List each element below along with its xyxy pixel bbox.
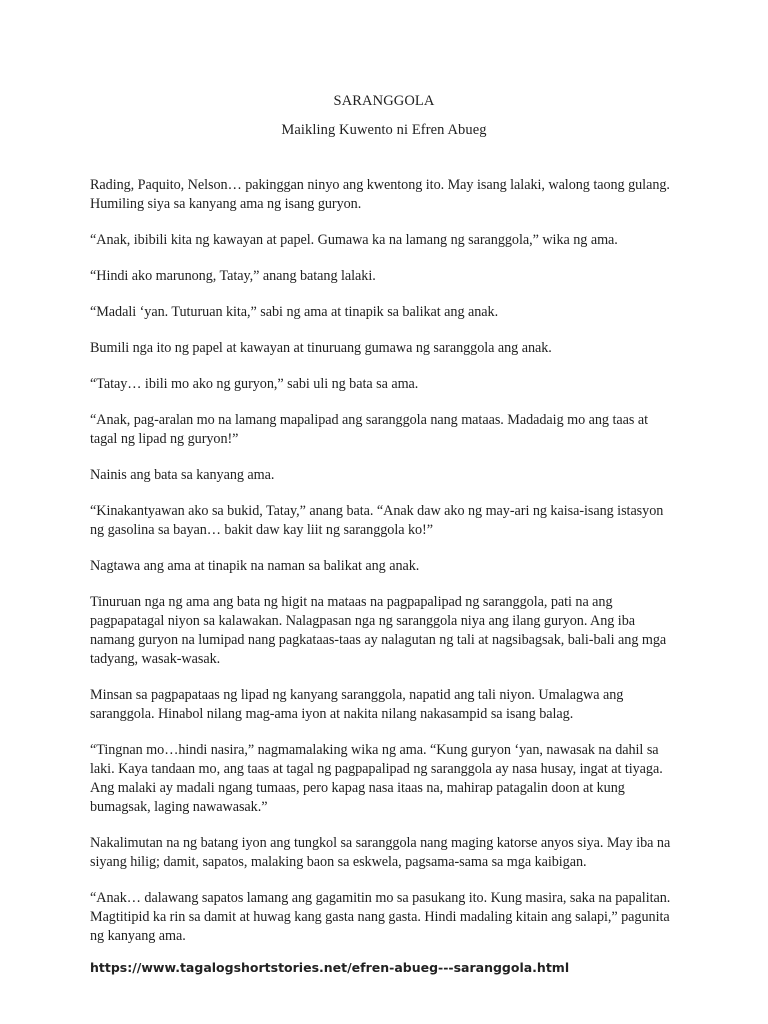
paragraph: “Anak, ibibili kita ng kawayan at papel. Gumawa ka na lamang ng saranggola,” wika ng ama. xyxy=(90,232,618,248)
paragraph: “Anak… dalawang sapatos lamang ang gagamitin mo sa pasukang ito. Kung masira, saka na papalitan. Magtitipid ka rin sa damit at huwag kang gasta nang gasta. Hindi madaling kitain ang salapi,” pagunita ng kanyang ama. xyxy=(90,890,671,944)
paragraph: “Tingnan mo…hindi nasira,” nagmamalaking wika ng ama. “Kung guryon ‘yan, nawasak na dahil sa laki. Kaya tandaan mo, ang taas at tagal ng pagpapalipad ng saranggola ay nasa husay, ingat at tiyaga. Ang malaki ay madali ngang tumaas, pero kapag nasa itaas na, mahirap patagalin doon at kung bumagsak, laging nawawasak.” xyxy=(90,742,663,815)
paragraph: “Madali ‘yan. Tuturuan kita,” sabi ng ama at tinapik sa balikat ang anak. xyxy=(90,304,499,320)
paragraph: Tinuruan nga ng ama ang bata ng higit na mataas na pagpapalipad ng saranggola, pati na ang pagpapatagal niyon sa kalawakan. Nalagpasan nga ng saranggola niya ang ilang guryon. Ang iba namang guryon na lumipad nang pagkataas-taas ay nalagutan ng tali at nagsibagsak, bali-bali ang mga tadyang, wasak-wasak. xyxy=(90,594,667,667)
paragraph: Nakalimutan na ng batang iyon ang tungkol sa saranggola nang maging katorse anyos siya. May iba na siyang hilig; damit, sapatos, malaking baon sa eskwela, pagsama-sama sa mga kaibigan. xyxy=(90,835,671,870)
source-url-link[interactable]: https://www.tagalogshortstories.net/efren-abueg---saranggola.html xyxy=(90,960,570,975)
paragraph: “Kinakantyawan ako sa bukid, Tatay,” anang bata. “Anak daw ako ng may-ari ng kaisa-isang istasyon ng gasolina sa bayan… bakit daw kay liit ng saranggola ko!” xyxy=(90,503,664,538)
paragraph: Nagtawa ang ama at tinapik na naman sa balikat ang anak. xyxy=(90,558,420,574)
paragraph: Nainis ang bata sa kanyang ama. xyxy=(90,467,275,483)
document-title: SARANGGOLA xyxy=(333,93,435,109)
document-subtitle: Maikling Kuwento ni Efren Abueg xyxy=(281,122,487,138)
paragraph: “Anak, pag-aralan mo na lamang mapalipad ang saranggola nang mataas. Madadaig mo ang taas at tagal ng lipad ng guryon!” xyxy=(90,412,648,447)
story-body xyxy=(90,176,674,963)
paragraph: Rading, Paquito, Nelson… pakinggan ninyo ang kwentong ito. May isang lalaki, walong taong gulang. Humiling siya sa kanyang ama ng isang guryon. xyxy=(90,177,670,212)
paragraph: “Tatay… ibili mo ako ng guryon,” sabi uli ng bata sa ama. xyxy=(90,376,419,392)
paragraph: “Hindi ako marunong, Tatay,” anang batang lalaki. xyxy=(90,268,376,284)
paragraph: Bumili nga ito ng papel at kawayan at tinuruang gumawa ng saranggola ang anak. xyxy=(90,340,552,356)
paragraph: Minsan sa pagpapataas ng lipad ng kanyang saranggola, napatid ang tali niyon. Umalagwa ang saranggola. Hinabol nilang mag-ama iyon at nakita nilang nakasampid sa isang balag. xyxy=(90,687,624,722)
